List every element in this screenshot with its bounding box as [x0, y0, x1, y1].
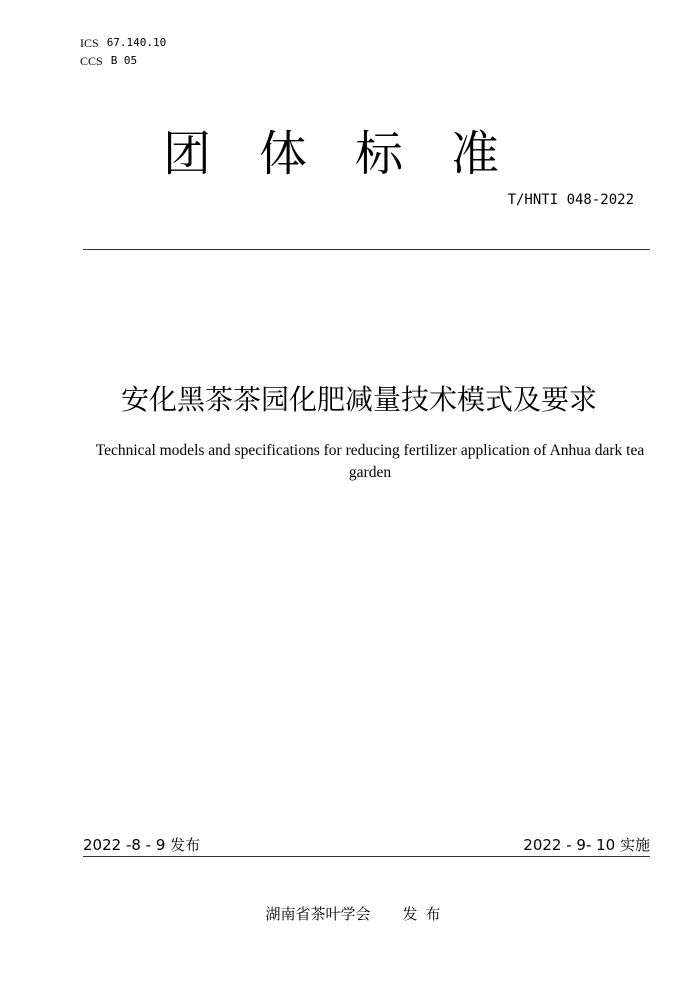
chinese-title: 安化黑茶茶园化肥减量技术模式及要求 [120, 383, 597, 416]
ccs-code-row [80, 52, 166, 70]
bottom-divider [83, 856, 650, 857]
ics-value: 67.140.10 [106, 36, 167, 49]
top-divider [83, 249, 650, 250]
standard-code: T/HNTI 048-2022 [507, 192, 634, 208]
ccs-value: B 05 [110, 54, 138, 67]
implementation-date: 2022 - 9- 10 实施 [523, 836, 650, 854]
issuer-line [0, 903, 700, 925]
issuer-action: 发布 [402, 905, 449, 923]
ccs-label: CCS [80, 54, 103, 68]
ics-label: ICS [80, 36, 99, 50]
english-title: Technical models and specifications for reducing fertilizer application of Anhua dark tea garden [95, 442, 645, 481]
document-type-heading: 团体标准 [162, 126, 547, 182]
issuer-organization: 湖南省茶叶学会 [265, 905, 371, 923]
classification-codes [80, 34, 166, 70]
ics-code-row [80, 34, 166, 52]
issue-date: 2022 -8 - 9 发布 [83, 836, 201, 854]
